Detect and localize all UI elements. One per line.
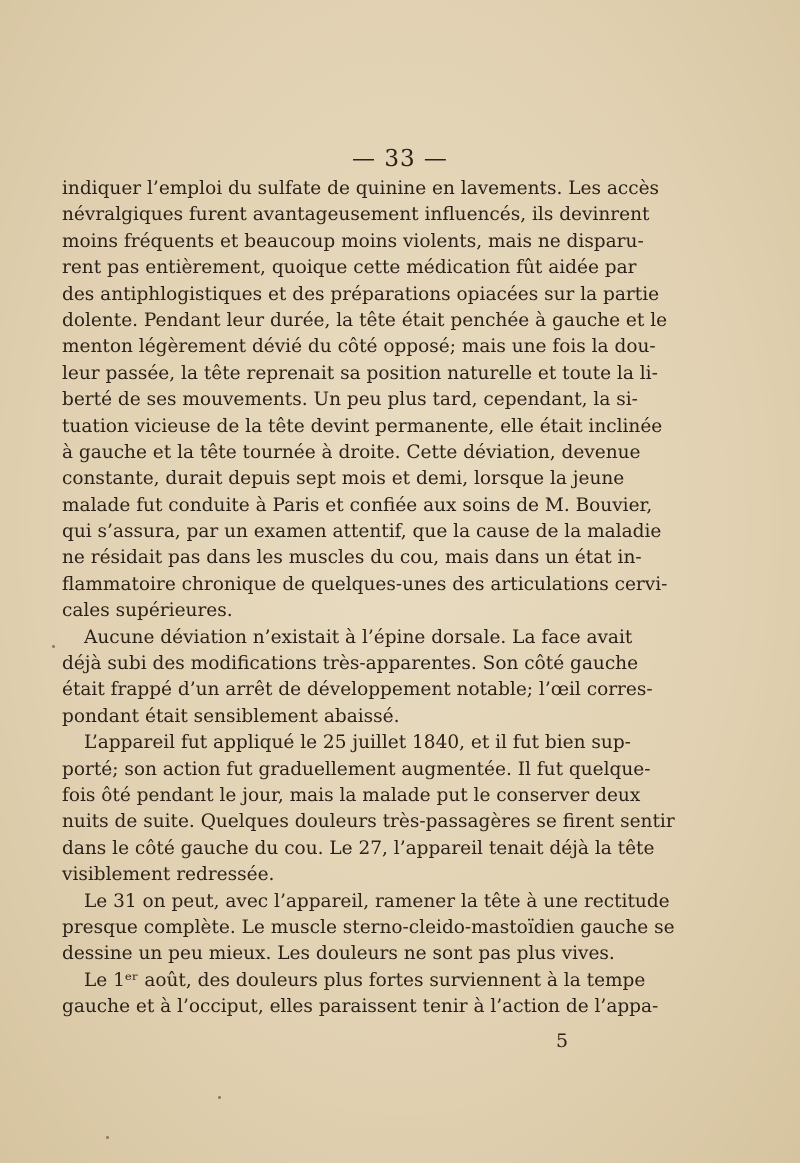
text-line: cales supérieures.	[62, 600, 233, 622]
page-number: — 33 —	[352, 146, 448, 172]
text-line: porté; son action fut graduellement augmentée. Il fut quelque-	[62, 758, 651, 780]
text-line: moins fréquents et beaucoup moins violents, mais ne disparu-	[62, 230, 644, 252]
text-line: névralgiques furent avantageusement influencés, ils devinrent	[62, 204, 650, 226]
paper-speck	[52, 645, 55, 648]
text-line: Le 1ᵉʳ août, des douleurs plus fortes surviennent à la tempe	[84, 969, 646, 991]
text-line: dessine un peu mieux. Les douleurs ne sont pas plus vives.	[62, 943, 615, 965]
text-line: rent pas entièrement, quoique cette médication fût aidée par	[62, 257, 637, 279]
text-line: L’appareil fut appliqué le 25 juillet 1840, et il fut bien sup-	[84, 732, 631, 754]
text-line: flammatoire chronique de quelques-unes des articulations cervi-	[62, 573, 668, 595]
text-line: était frappé d’un arrêt de développement notable; l’œil corres-	[62, 679, 653, 701]
text-line: déjà subi des modifications très-apparentes. Son côté gauche	[62, 653, 639, 675]
text-line: constante, durait depuis sept mois et demi, lorsque la jeune	[62, 468, 625, 490]
text-line: qui s’assura, par un examen attentif, que la cause de la maladie	[62, 521, 662, 543]
text-line: à gauche et la tête tournée à droite. Cette déviation, devenue	[62, 441, 641, 463]
text-line: indiquer l’emploi du sulfate de quinine en lavements. Les accès	[62, 178, 660, 199]
paper-speck	[218, 1096, 221, 1099]
text-line: visiblement redressée.	[62, 864, 275, 886]
text-line: menton légèrement dévié du côté opposé; mais une fois la dou-	[62, 336, 656, 358]
text-line: gauche et à l’occiput, elles paraissent tenir à l’action de l’appa-	[62, 996, 659, 1018]
text-line: ne résidait pas dans les muscles du cou, mais dans un état in-	[62, 547, 642, 569]
text-line: Aucune déviation n’existait à l’épine dorsale. La face avait	[84, 626, 633, 648]
text-line: Le 31 on peut, avec l’appareil, ramener la tête à une rectitude	[84, 890, 670, 912]
text-line: dans le côté gauche du cou. Le 27, l’appareil tenait déjà la tête	[62, 837, 655, 859]
text-line: leur passée, la tête reprenait sa position naturelle et toute la li-	[62, 362, 658, 384]
text-line: dolente. Pendant leur durée, la tête était penchée à gauche et le	[62, 309, 668, 331]
text-line: des antiphlogistiques et des préparations opiacées sur la partie	[62, 283, 660, 305]
text-line: pondant était sensiblement abaissé.	[62, 705, 400, 727]
text-line: tuation vicieuse de la tête devint permanente, elle était inclinée	[62, 415, 663, 437]
text-line: malade fut conduite à Paris et confiée aux soins de M. Bouvier,	[62, 494, 653, 516]
paper-speck	[106, 1136, 109, 1139]
text-line: berté de ses mouvements. Un peu plus tard, cependant, la si-	[62, 389, 638, 411]
text-line: nuits de suite. Quelques douleurs très-passagères se firent sentir	[62, 811, 675, 833]
text-line: presque complète. Le muscle sterno-cleido-mastoïdien gauche se	[62, 916, 675, 938]
body-text	[62, 176, 675, 1021]
signature-mark: 5	[556, 1030, 569, 1052]
text-line: fois ôté pendant le jour, mais la malade put le conserver deux	[62, 784, 641, 806]
